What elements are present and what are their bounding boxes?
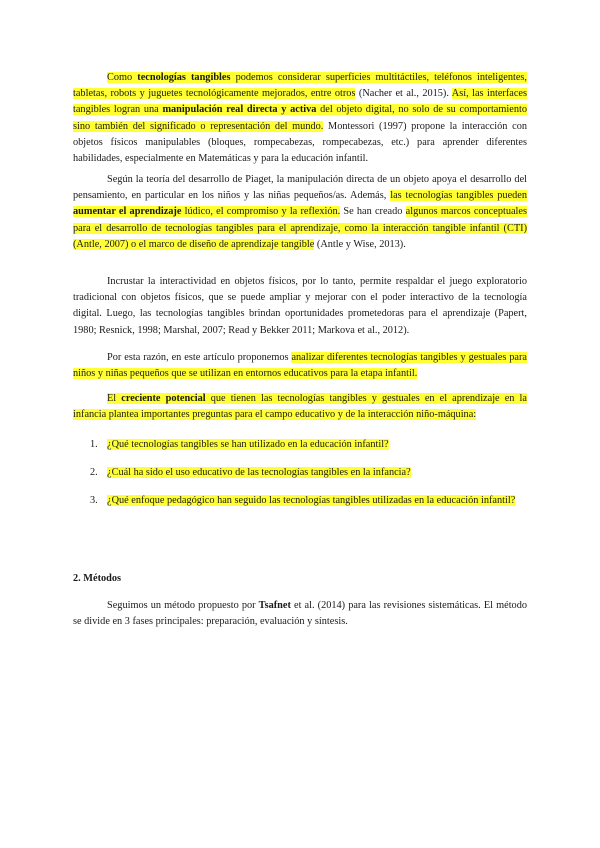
bold-term: Tsafnet xyxy=(258,600,291,611)
paragraph-growing-potential xyxy=(73,391,527,423)
text-run: Como xyxy=(107,72,138,83)
question-text: ¿Qué tecnologías tangibles se han utilizado en la educación infantil? xyxy=(107,439,389,450)
question-text: ¿Cuál ha sido el uso educativo de las tecnologías tangibles en la infancia? xyxy=(107,467,411,479)
paragraph-tangible-technologies xyxy=(73,70,527,167)
highlight xyxy=(73,393,527,420)
citation: (Nacher et al., 2015). xyxy=(355,88,452,100)
text-run: Por esta razón, en este artículo proponemos xyxy=(107,352,292,363)
highlight: algunos marcos conceptuales para el desarrollo de tecnologías tangibles para el aprendizaje, como la interacción tangible infantil (CTI) (Antle, 2007) o el marco de diseño de aprendizaje tangible xyxy=(73,206,527,250)
list-item xyxy=(73,493,527,509)
question-text: ¿Qué enfoque pedagógico han seguido las tecnologías tangibles utilizadas en la educación infantil? xyxy=(107,495,516,507)
text-run: Se han creado xyxy=(340,206,406,218)
text-run: lúdico, el compromiso y la reflexión. xyxy=(181,206,341,218)
bold-term: tecnologías tangibles xyxy=(137,72,231,83)
text-run: Seguimos un método propuesto por xyxy=(107,600,259,611)
paragraph-article-purpose xyxy=(73,350,527,382)
text-run: Según la teoría del desarrollo de Piaget, la manipulación directa de un objeto apoya el desarrollo del pensamiento, en particular en los niños y las niñas pequeños/as. Además, xyxy=(73,174,527,202)
paragraph-interactivity xyxy=(73,274,527,339)
section-heading: 2. Métodos xyxy=(73,573,122,584)
highlight: analizar diferentes tecnologías tangibles y gestuales para niños y niñas pequeños que se utilizan en entornos educativos para la etapa infantil. xyxy=(73,352,527,380)
citation: (Antle y Wise, 2013). xyxy=(314,238,406,250)
paragraph-piaget xyxy=(73,172,527,253)
bold-term: creciente potencial xyxy=(121,393,206,404)
list-number: 2. xyxy=(90,467,98,479)
text-run: del objeto digital, no solo de su comportamiento sino también del significado o representación del mundo. xyxy=(73,104,527,132)
research-questions-list xyxy=(73,437,527,510)
text-run: Montessori (1997) propone la interacción con objetos físicos manipulables (bloques, rompecabezas, rompecabezas, etc.) para aprender diferentes habilidades, especialmente en Matemáticas y para la educación infantil. xyxy=(73,120,527,165)
text-run: Incrustar la interactividad en objetos físicos, por lo tanto, permite respaldar el juego exploratorio tradicional con objetos físicos, que se puede ampliar y mejorar con el poder interactivo de la tecnología digital. Luego, las tecnologías tangibles brindan oportunidades prometedoras para el aprendizaje (Papert, 1980; Resnick, 1998; Marshal, 2007; Read y Bekker 2011; Markova et al., 2012). xyxy=(73,276,527,336)
list-item xyxy=(73,437,527,453)
list-number: 1. xyxy=(90,439,98,450)
text-run: podemos considerar superficies multitáctiles, teléfonos inteligentes, tabletas, robots y juguetes tecnológicamente mejorados, entre otros xyxy=(73,72,528,100)
bold-term: manipulación real directa y activa xyxy=(162,104,317,116)
list-number: 3. xyxy=(90,495,98,507)
text-run: las tecnologías tangibles pueden xyxy=(390,190,528,202)
text-run: Así, las interfaces tangibles logran una xyxy=(73,88,527,116)
list-item xyxy=(73,465,527,481)
bold-term: aumentar el aprendizaje xyxy=(73,206,182,218)
text-run: que tienen las tecnologías tangibles y gestuales en el aprendizaje en la infancia plantea importantes preguntas para el campo educativo y de la interacción niño-máquina: xyxy=(73,393,527,421)
paragraph-methods xyxy=(73,598,527,630)
text-run: El xyxy=(107,393,122,404)
text-run: et al. (2014) para las revisiones sistemáticas. El método se divide en 3 fases principales: preparación, evaluación y síntesis. xyxy=(73,600,528,628)
